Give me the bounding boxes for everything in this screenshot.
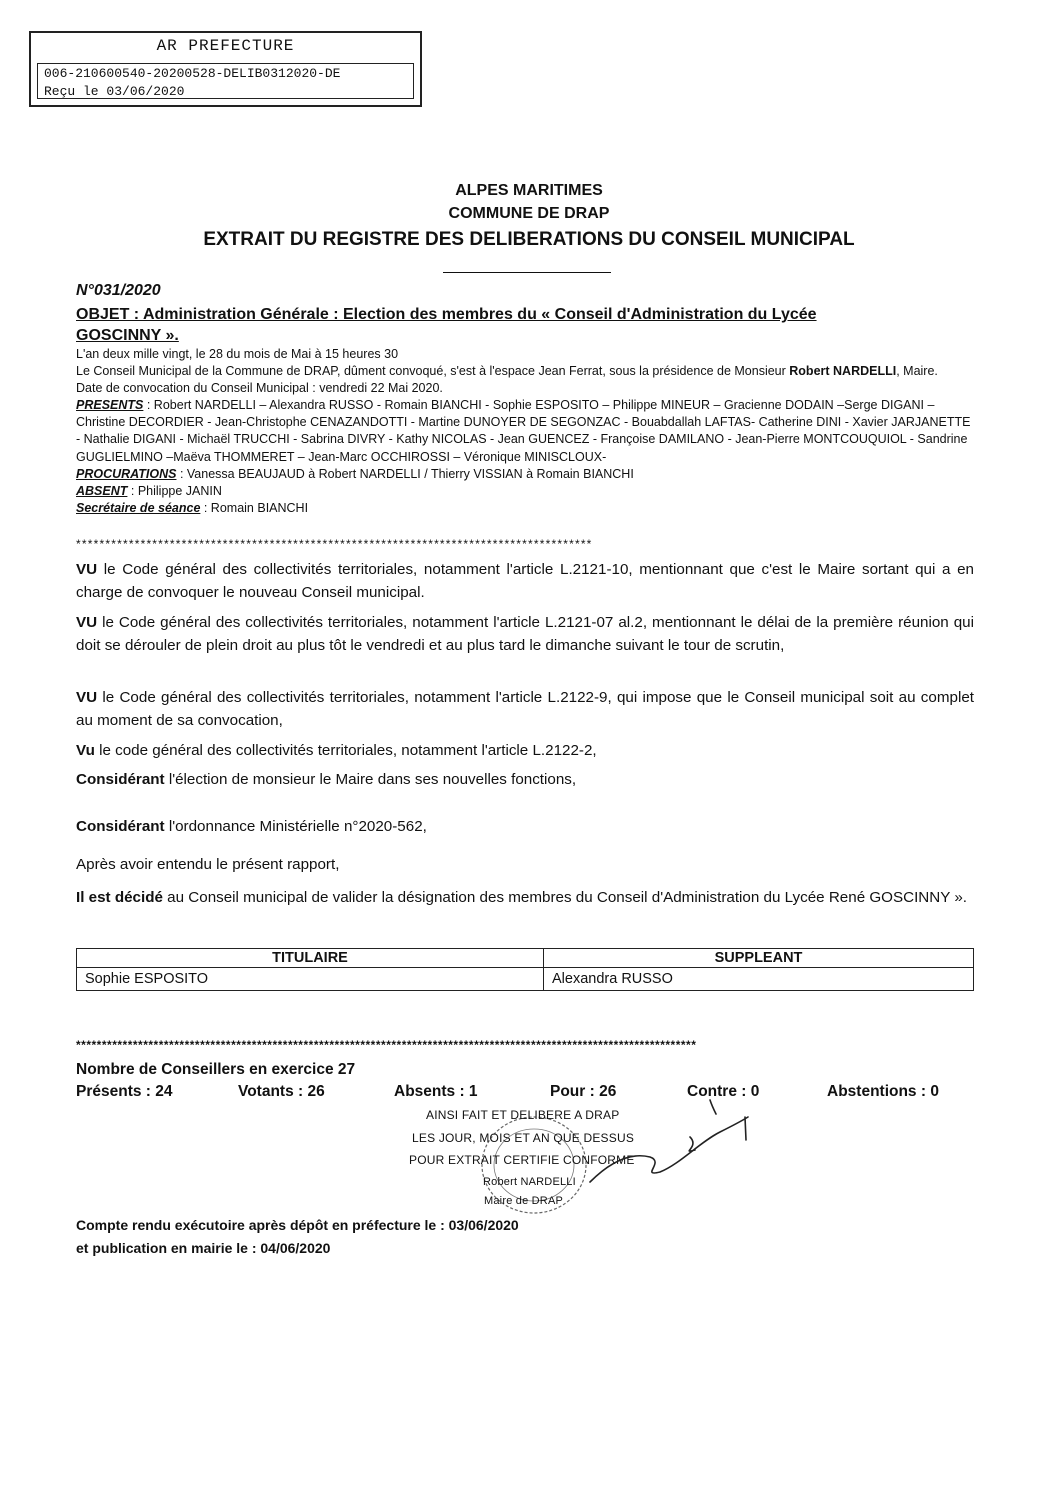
column-header-suppleant: SUPPLEANT (544, 949, 974, 968)
presents-label: PRESENTS (76, 398, 144, 413)
header-rule (443, 272, 611, 273)
paragraph-text: au Conseil municipal de valider la désignation des membres du Conseil d'Administration du Lycée René GOSCINNY ». (162, 889, 967, 906)
presents-names: : Robert NARDELLI – Alexandra RUSSO - Romain BIANCHI - Sophie ESPOSITO – Philippe MINEUR – Gracienne DODAIN –Serge DIGANI – Christine DECORDIER - Jean-Christophe CENAZANDOTTI - Martine DUNOYER DE SEGONZAC - Bouabdallah LAFTAS- Catherine DINI - Xavier JARJANETTE - Nathalie DIGANI - Michaël TRUCCHI - Sabrina DIVRY - Kathy NICOLAS - Jean GUENCEZ - Françoise DAMILANO - Jean-Pierre MONTCOUQUIOL - Sandrine GUGLIELMINO –Maëva THOMMERET – Jean-Marc OCCHIROSSI – Véronique MINISCLOUX- (76, 398, 971, 464)
paragraph-keyword: VU (76, 561, 98, 578)
vote-pour: Pour : 26 (550, 1083, 617, 1100)
table-row (77, 968, 974, 991)
header-department: ALPES MARITIMES (455, 182, 603, 199)
signature-line-5: Maire de DRAP (484, 1195, 564, 1207)
vote-presents: Présents : 24 (76, 1083, 173, 1100)
separator-stars-2: ************************************************************************************************************************ (76, 1038, 697, 1052)
secretary (76, 500, 976, 517)
publication-notice: et publication en mairie le : 04/06/2020 (76, 1240, 331, 1256)
vote-contre: Contre : 0 (687, 1083, 760, 1100)
secretary-name: : Romain BIANCHI (200, 500, 309, 515)
objet-heading (76, 304, 906, 346)
paragraph-text: le Code général des collectivités territoriales, notamment l'article L.2122-9, qui impose que le Conseil municipal soit au complet au moment de sa convocation, (76, 689, 974, 729)
procurations-names: : Vanessa BEAUJAUD à Robert NARDELLI / Thierry VISSIAN à Romain BIANCHI (176, 466, 634, 481)
paragraph-considerant-2 (76, 815, 974, 838)
signature-line-3: POUR EXTRAIT CERTIFIE CONFORME (409, 1153, 635, 1167)
session-convocation-end: , Maire. (896, 364, 938, 379)
paragraph-vu-2 (76, 611, 974, 657)
paragraph-text: l'élection de monsieur le Maire dans ses nouvelles fonctions, (164, 771, 577, 788)
session-details (76, 346, 976, 517)
objet-label: OBJET : Administration Générale : Election des membres du « Conseil d'Administration du Lycée GOSCINNY ». (76, 306, 817, 344)
column-header-titulaire: TITULAIRE (77, 949, 544, 968)
procurations-label: PROCURATIONS (76, 466, 177, 481)
absent-list (76, 483, 976, 500)
signature-line-2: LES JOUR, MOIS ET AN QUE DESSUS (412, 1131, 635, 1145)
councillors-count: Nombre de Conseillers en exercice 27 (76, 1061, 356, 1078)
stamp-title: AR PREFECTURE (156, 37, 295, 55)
vote-votants: Votants : 26 (238, 1083, 325, 1100)
paragraph-keyword: VU (76, 614, 98, 631)
header-title: EXTRAIT DU REGISTRE DES DELIBERATIONS DU CONSEIL MUNICIPAL (203, 229, 855, 250)
executory-notice: Compte rendu exécutoire après dépôt en préfecture le : 03/06/2020 (76, 1217, 519, 1233)
paragraph-vu-1 (76, 558, 974, 604)
paragraph-vu-4 (76, 739, 974, 762)
paragraph-decision (76, 886, 974, 909)
convocation-date: Date de convocation du Conseil Municipal : vendredi 22 Mai 2020. (76, 381, 443, 396)
paragraph-text: le Code général des collectivités territoriales, notamment l'article L.2121-07 al.2, mentionnant le délai de la première réunion qui doit se dérouler de plein droit au plus tôt le vendredi et au plus tard le dimanche suivant le tour de scrutin, (76, 614, 974, 654)
paragraph-keyword: Il est décidé (76, 889, 163, 906)
paragraph-keyword: Considérant (76, 771, 165, 788)
absent-label: ABSENT (76, 483, 128, 498)
signature-line-1: AINSI FAIT ET DELIBERE A DRAP (426, 1108, 620, 1122)
deliberation-number: N°031/2020 (76, 282, 161, 299)
paragraph-text: l'ordonnance Ministérielle n°2020-562, (164, 818, 427, 835)
signature-line-4: Robert NARDELLI (483, 1176, 576, 1188)
ar-prefecture-stamp (29, 31, 422, 107)
stamp-received-date: Reçu le 03/06/2020 (44, 84, 185, 99)
separator-stars: **************************************************************************************** (76, 537, 593, 551)
absent-names: : Philippe JANIN (127, 483, 222, 498)
paragraph-text: le code général des collectivités territoriales, notamment l'article L.2122-2, (94, 742, 597, 759)
procurations-list (76, 466, 976, 483)
paragraph-vu-3 (76, 686, 974, 732)
paragraph-text: le Code général des collectivités territoriales, notamment l'article L.2121-10, mentionnant que c'est le Maire sortant qui a en charge de convoquer le nouveau Conseil municipal. (76, 561, 974, 601)
stamp-inner-box (37, 63, 414, 99)
session-convocation (76, 363, 976, 380)
vote-absents: Absents : 1 (394, 1083, 478, 1100)
header-commune: COMMUNE DE DRAP (448, 205, 610, 222)
paragraph-keyword: Considérant (76, 818, 165, 835)
mayor-signature (570, 1092, 770, 1202)
mayor-name: Robert NARDELLI (789, 364, 897, 379)
table-cell-titulaire: Sophie ESPOSITO (77, 968, 544, 991)
stamp-reference: 006-210600540-20200528-DELIB0312020-DE (44, 66, 341, 81)
table-cell-suppleant: Alexandra RUSSO (544, 968, 974, 991)
session-date: L'an deux mille vingt, le 28 du mois de Mai à 15 heures 30 (76, 347, 399, 361)
vote-abstentions: Abstentions : 0 (827, 1083, 939, 1100)
paragraph-rapport: Après avoir entendu le présent rapport, (76, 856, 340, 873)
members-table (76, 948, 974, 991)
presents-list (76, 397, 976, 465)
paragraph-keyword: Vu (76, 742, 95, 759)
table-header-row (77, 949, 974, 968)
paragraph-considerant-1 (76, 768, 974, 791)
session-convocation-text: Le Conseil Municipal de la Commune de DRAP, dûment convoqué, s'est à l'espace Jean Ferrat, sous la présidence de Monsieur (76, 364, 790, 379)
secretary-label: Secrétaire de séance (76, 500, 201, 515)
paragraph-keyword: VU (76, 689, 98, 706)
